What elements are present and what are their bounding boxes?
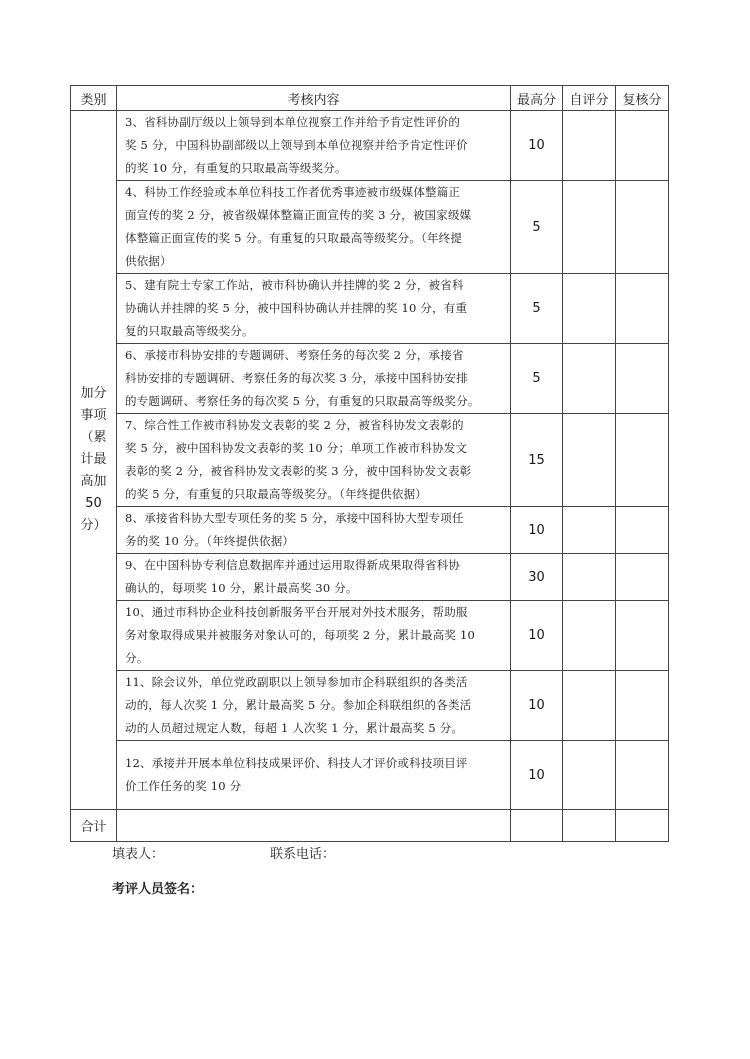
self-score-cell[interactable] [563, 344, 616, 414]
table-row [71, 181, 669, 274]
category-label-part: 加分 [80, 386, 107, 401]
table-row [71, 111, 669, 181]
table-row [71, 741, 669, 810]
criteria-line: 12、承接并开展本单位科技成果评价、科技人才评价或科技项目评 [125, 756, 468, 770]
max-score-value: 10 [511, 111, 563, 181]
filler-label: 填表人： [112, 847, 165, 862]
review-score-cell[interactable] [616, 274, 669, 344]
criteria-line: 的专题调研、考察任务的每次奖 5 分，有重复的只取最高等级奖分。 [125, 394, 480, 408]
criteria-line: 动的，每人次奖 1 分，累计最高奖 5 分。参加企科联组织的各类活 [125, 698, 472, 712]
table-row [71, 414, 669, 507]
category-bonus-items [71, 111, 117, 810]
phone-label: 联系电话： [270, 847, 336, 862]
criteria-line: 供依据） [125, 254, 172, 268]
criteria-content [117, 741, 511, 810]
criteria-content [117, 274, 511, 344]
criteria-line: 体整篇正面宣传的奖 5 分。有重复的只取最高等级奖分。（年终提 [125, 231, 463, 245]
header-self-score: 自评分 [563, 86, 616, 111]
self-score-cell[interactable] [563, 741, 616, 810]
max-score-value: 5 [511, 181, 563, 274]
criteria-line: 的奖 10 分，有重复的只取最高等级奖分。 [125, 161, 347, 175]
review-score-cell[interactable] [616, 554, 669, 601]
reviewer-signature-label: 考评人员签名： [112, 882, 204, 897]
category-label-part: 高加 [80, 474, 107, 489]
criteria-content [117, 111, 511, 181]
criteria-content [117, 414, 511, 507]
max-score-value: 5 [511, 344, 563, 414]
criteria-line: 务对象取得成果并被服务对象认可的，每项奖 2 分，累计最高奖 10 [125, 628, 476, 642]
review-score-cell[interactable] [616, 601, 669, 671]
self-score-cell[interactable] [563, 554, 616, 601]
max-score-value: 30 [511, 554, 563, 601]
review-score-cell[interactable] [616, 344, 669, 414]
max-score-value: 10 [511, 741, 563, 810]
category-label-part: 分） [80, 518, 107, 533]
criteria-line: 动的人员超过规定人数，每超 1 人次奖 1 分，累计最高奖 5 分。 [125, 721, 464, 735]
review-score-cell[interactable] [616, 741, 669, 810]
self-score-cell[interactable] [563, 601, 616, 671]
table-row [71, 274, 669, 344]
criteria-content [117, 344, 511, 414]
criteria-line: 奖 5 分，中国科协副部级以上领导到本单位视察并给予肯定性评价 [125, 138, 468, 152]
max-score-value: 10 [511, 671, 563, 741]
criteria-line: 奖 5 分，被中国科协发文表彰的奖 10 分；单项工作被市科协发文 [125, 441, 468, 455]
self-score-cell[interactable] [563, 181, 616, 274]
criteria-line: 7、综合性工作被市科协发文表彰的奖 2 分，被省科协发文表彰的 [125, 418, 464, 432]
total-row [71, 810, 669, 842]
criteria-line: 4、科协工作经验或本单位科技工作者优秀事迹被市级媒体整篇正 [125, 185, 461, 199]
review-score-cell[interactable] [616, 671, 669, 741]
criteria-content [117, 671, 511, 741]
review-score-cell[interactable] [616, 181, 669, 274]
category-label-part: 事项 [80, 408, 107, 423]
table-header-row [71, 86, 669, 111]
header-content: 考核内容 [117, 86, 511, 111]
table-row [71, 554, 669, 601]
score-table [70, 85, 669, 842]
criteria-content [117, 554, 511, 601]
self-score-cell[interactable] [563, 274, 616, 344]
criteria-line: 表彰的奖 2 分，被省科协发文表彰的奖 3 分，被中国科协发文表彰 [125, 464, 472, 478]
self-score-cell[interactable] [563, 414, 616, 507]
criteria-line: 务的奖 10 分。（年终提供依据） [125, 534, 295, 548]
table-row [71, 507, 669, 554]
header-category: 类别 [71, 86, 117, 111]
criteria-line: 5、建有院士专家工作站，被市科协确认并挂牌的奖 2 分，被省科 [125, 278, 464, 292]
total-self-score-cell[interactable] [563, 810, 616, 842]
category-label-part: 计最 [80, 452, 107, 467]
criteria-line: 科协安排的专题调研、考察任务的每次奖 3 分，承接中国科协安排 [125, 371, 468, 385]
criteria-line: 10、通过市科协企业科技创新服务平台开展对外技术服务，帮助服 [125, 605, 468, 619]
criteria-line: 分。 [125, 651, 149, 665]
criteria-line: 价工作任务的奖 10 分 [125, 779, 242, 793]
self-score-cell[interactable] [563, 111, 616, 181]
category-label-part: 50 [85, 496, 102, 511]
criteria-content [117, 601, 511, 671]
criteria-line: 复的只取最高等级奖分。 [125, 324, 254, 338]
review-score-cell[interactable] [616, 111, 669, 181]
criteria-line: 面宣传的奖 2 分，被省级媒体整篇正面宣传的奖 3 分，被国家级媒 [125, 208, 472, 222]
criteria-line: 协确认并挂牌的奖 5 分，被中国科协确认并挂牌的奖 10 分，有重 [125, 301, 468, 315]
table-row [71, 601, 669, 671]
max-score-value: 5 [511, 274, 563, 344]
review-score-cell[interactable] [616, 507, 669, 554]
table-row [71, 671, 669, 741]
criteria-line: 确认的，每项奖 10 分，累计最高奖 30 分。 [125, 581, 358, 595]
self-score-cell[interactable] [563, 671, 616, 741]
criteria-line: 11、除会议外，单位党政副职以上领导参加市企科联组织的各类活 [125, 675, 468, 689]
criteria-line: 3、省科协副厅级以上领导到本单位视察工作并给予肯定性评价的 [125, 115, 461, 129]
total-label: 合计 [71, 810, 117, 842]
category-label-part: （累 [80, 430, 107, 445]
self-score-cell[interactable] [563, 507, 616, 554]
criteria-line: 9、在中国科协专利信息数据库并通过运用取得新成果取得省科协 [125, 558, 461, 572]
review-score-cell[interactable] [616, 414, 669, 507]
max-score-value: 15 [511, 414, 563, 507]
criteria-content [117, 181, 511, 274]
criteria-line: 的奖 5 分，有重复的只取最高等级奖分。（年终提供依据） [125, 487, 427, 501]
max-score-value: 10 [511, 601, 563, 671]
criteria-content [117, 507, 511, 554]
header-max-score: 最高分 [511, 86, 563, 111]
total-max-cell [511, 810, 563, 842]
total-content-cell [117, 810, 511, 842]
criteria-line: 8、承接省科协大型专项任务的奖 5 分，承接中国科协大型专项任 [125, 511, 464, 525]
table-row [71, 344, 669, 414]
header-review-score: 复核分 [616, 86, 669, 111]
criteria-line: 6、承接市科协安排的专题调研、考察任务的每次奖 2 分，承接省 [125, 348, 464, 362]
total-review-score-cell[interactable] [616, 810, 669, 842]
max-score-value: 10 [511, 507, 563, 554]
